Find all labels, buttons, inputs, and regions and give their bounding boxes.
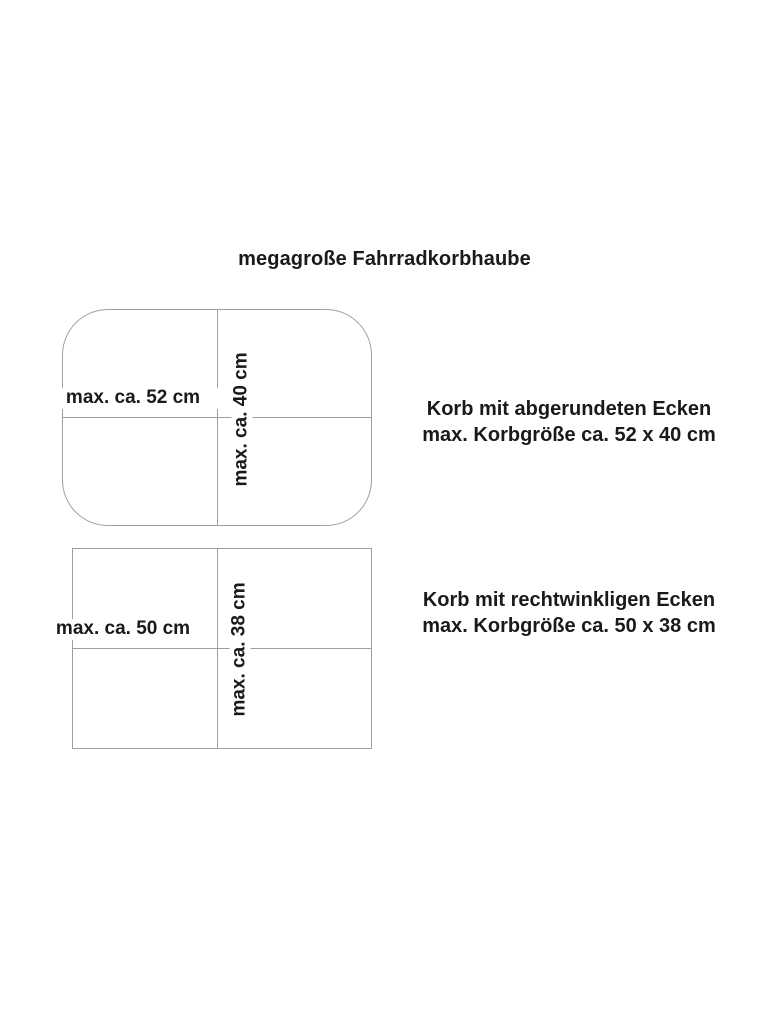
caption-square-line-2: max. Korbgröße ca. 50 x 38 cm [422,615,716,637]
caption-square-line-1: Korb mit rechtwinkligen Ecken [422,589,716,611]
basket-square-horizontal-centerline [72,648,372,649]
caption-rounded-line-1: Korb mit abgerundeten Ecken [426,398,712,420]
caption-rounded-line-2: max. Korbgröße ca. 52 x 40 cm [422,424,716,446]
dimension-label-square-height: max. ca. 38 cm [230,557,251,741]
basket-rounded-horizontal-centerline [62,417,372,418]
page-title: megagroße Fahrradkorbhaube [238,248,531,270]
caption-square-basket [385,587,753,639]
dimension-label-square-width: max. ca. 50 cm [31,619,215,640]
caption-rounded-basket [385,396,753,448]
dimension-label-rounded-width: max. ca. 52 cm [41,388,225,409]
dimension-label-rounded-height: max. ca. 40 cm [232,327,253,511]
